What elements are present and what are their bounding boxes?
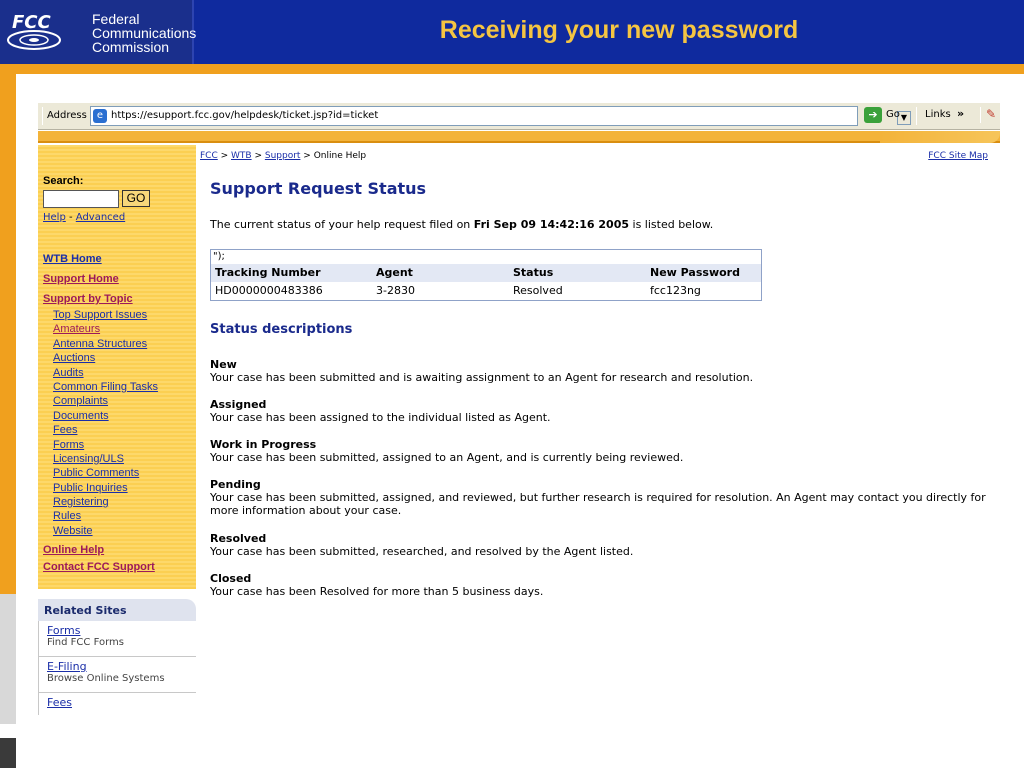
address-input[interactable] [90, 106, 908, 126]
svg-text:FCC: FCC [12, 12, 51, 33]
search-go-button[interactable]: GO [122, 190, 150, 207]
nav-topic-item[interactable]: Website [53, 524, 93, 537]
nav-topic-item[interactable]: Forms [53, 438, 85, 451]
gray-side-bar [0, 594, 16, 724]
tracking-number: HD0000000483386 [215, 284, 323, 297]
intro-suffix: is listed below. [629, 218, 714, 231]
links-chevron-icon: » [957, 107, 965, 120]
table-header: Agent [376, 266, 413, 279]
nav-online-help[interactable]: Online Help [43, 544, 105, 557]
browser-window [38, 103, 1000, 715]
search-title: Search: [43, 175, 84, 187]
nav-topic-item[interactable]: Complaints [53, 395, 109, 408]
status-descriptions-title: Status descriptions [210, 322, 353, 337]
nav-contact-support[interactable]: Contact FCC Support [43, 561, 155, 574]
related-item [38, 657, 196, 693]
related-sites [38, 599, 196, 715]
nav-topic-item[interactable]: Public Comments [53, 467, 140, 480]
nav-topic-item[interactable]: Amateurs [53, 323, 101, 336]
breadcrumb-fcc[interactable]: FCC [200, 151, 218, 161]
status-text: Your case has been submitted, assigned to an Agent, and is currently being reviewed. [210, 451, 684, 464]
status-description [210, 438, 995, 464]
advanced-link[interactable]: Advanced [75, 212, 126, 223]
nav-topic-item[interactable]: Public Inquiries [53, 481, 128, 494]
agency-name [92, 11, 197, 55]
address-label: Address [42, 107, 91, 125]
status-text: Your case has been submitted, researched, and resolved by the Agent listed. [210, 545, 634, 558]
status-text: Your case has been submitted, assigned, and reviewed, but further research is required for resolution. An Agent may contact you directly for more information about your case. [210, 491, 986, 517]
related-item [38, 693, 196, 715]
status-value: Resolved [513, 284, 563, 297]
slide-header [0, 0, 1024, 64]
help-link[interactable]: Help [43, 212, 66, 223]
agency-line: Federal [92, 11, 140, 27]
breadcrumb-support[interactable]: Support [264, 151, 301, 161]
breadcrumb-sep: > [217, 151, 232, 161]
toolbar-extra-icon[interactable]: ✎ [980, 107, 996, 123]
go-button[interactable] [864, 107, 904, 125]
nav-topic-item[interactable]: Fees [53, 424, 78, 437]
intro-prefix: The current status of your help request filed on [210, 218, 474, 231]
status-label: Pending [210, 478, 261, 491]
stray-text: "); [213, 251, 225, 262]
links-label: Links [925, 109, 951, 120]
breadcrumb-current: Online Help [313, 151, 367, 161]
related-item [38, 621, 196, 657]
nav-topic-item[interactable]: Common Filing Tasks [53, 380, 158, 393]
address-bar [38, 103, 1000, 130]
status-description [210, 532, 995, 558]
related-sites-title: Related Sites [38, 599, 196, 621]
table-header: Tracking Number [215, 266, 321, 279]
status-text: Your case has been Resolved for more than 5 business days. [210, 585, 544, 598]
search-input[interactable] [43, 190, 119, 208]
left-navigation [38, 145, 196, 589]
table-header-row [211, 264, 761, 282]
orange-divider [0, 64, 1024, 74]
nav-topic-item[interactable]: Top Support Issues [53, 309, 148, 321]
new-password-value: fcc123ng [650, 284, 701, 297]
address-dropdown-icon[interactable]: ▼ [897, 111, 911, 125]
status-label: Work in Progress [210, 438, 317, 451]
orange-side-bar [0, 74, 16, 594]
breadcrumb-wtb[interactable]: WTB [231, 151, 252, 161]
ie-page-icon: e [93, 109, 107, 123]
slide-title: Receiving your new password [439, 16, 799, 44]
agency-line: Commission [92, 39, 170, 55]
fcc-seal-icon [4, 10, 88, 52]
nav-topic-item[interactable]: Licensing/ULS [53, 452, 124, 465]
nav-topic-item[interactable]: Auctions [53, 352, 96, 365]
nav-topic-item[interactable]: Antenna Structures [53, 337, 148, 350]
related-link[interactable]: E-Filing [47, 660, 87, 673]
nav-topic-item[interactable]: Documents [53, 409, 109, 422]
table-header: Status [513, 266, 554, 279]
nav-support-home[interactable]: Support Home [43, 273, 119, 285]
status-label: New [210, 358, 237, 371]
site-map-link[interactable]: FCC Site Map [928, 151, 988, 161]
table-row [211, 282, 761, 300]
links-button[interactable] [916, 107, 976, 125]
separator: - [65, 212, 76, 223]
nav-topic-item[interactable]: Audits [53, 366, 84, 379]
breadcrumb [200, 151, 366, 161]
nav-topic-item[interactable]: Rules [53, 510, 82, 523]
agency-line: Communications [92, 25, 197, 41]
nav-wtb-home[interactable]: WTB Home [43, 253, 102, 265]
status-text: Your case has been assigned to the individual listed as Agent. [210, 411, 551, 424]
status-label: Assigned [210, 398, 267, 411]
breadcrumb-sep: > [300, 151, 314, 161]
status-description [210, 398, 995, 424]
status-description [210, 572, 995, 598]
fcc-logo [0, 0, 197, 64]
nav-list [43, 251, 193, 576]
search-links [43, 212, 125, 223]
agent-value: 3-2830 [376, 284, 415, 297]
site-header-strip [38, 131, 1000, 143]
dark-side-bar [0, 738, 16, 768]
go-label: Go [886, 109, 900, 120]
nav-support-by-topic[interactable]: Support by Topic [43, 293, 133, 305]
address-url: https://esupport.fcc.gov/helpdesk/ticket.jsp?id=ticket [111, 110, 379, 121]
table-header: New Password [650, 266, 740, 279]
status-label: Resolved [210, 532, 267, 545]
main-content [200, 145, 1000, 715]
status-table [210, 249, 762, 301]
breadcrumb-sep: > [251, 151, 265, 161]
nav-topic-item[interactable]: Registering [53, 496, 109, 509]
related-link[interactable]: Fees [47, 696, 72, 709]
related-desc: Find FCC Forms [47, 637, 124, 648]
status-label: Closed [210, 572, 252, 585]
status-description [210, 358, 995, 384]
status-intro [210, 218, 713, 231]
status-text: Your case has been submitted and is awaiting assignment to an Agent for research and resolution. [210, 371, 754, 384]
page-title: Support Request Status [210, 179, 427, 198]
intro-date: Fri Sep 09 14:42:16 2005 [473, 218, 630, 231]
related-link[interactable]: Forms [47, 624, 81, 637]
related-desc: Browse Online Systems [47, 673, 165, 684]
go-arrow-icon: ➔ [864, 107, 882, 123]
status-description [210, 478, 995, 517]
